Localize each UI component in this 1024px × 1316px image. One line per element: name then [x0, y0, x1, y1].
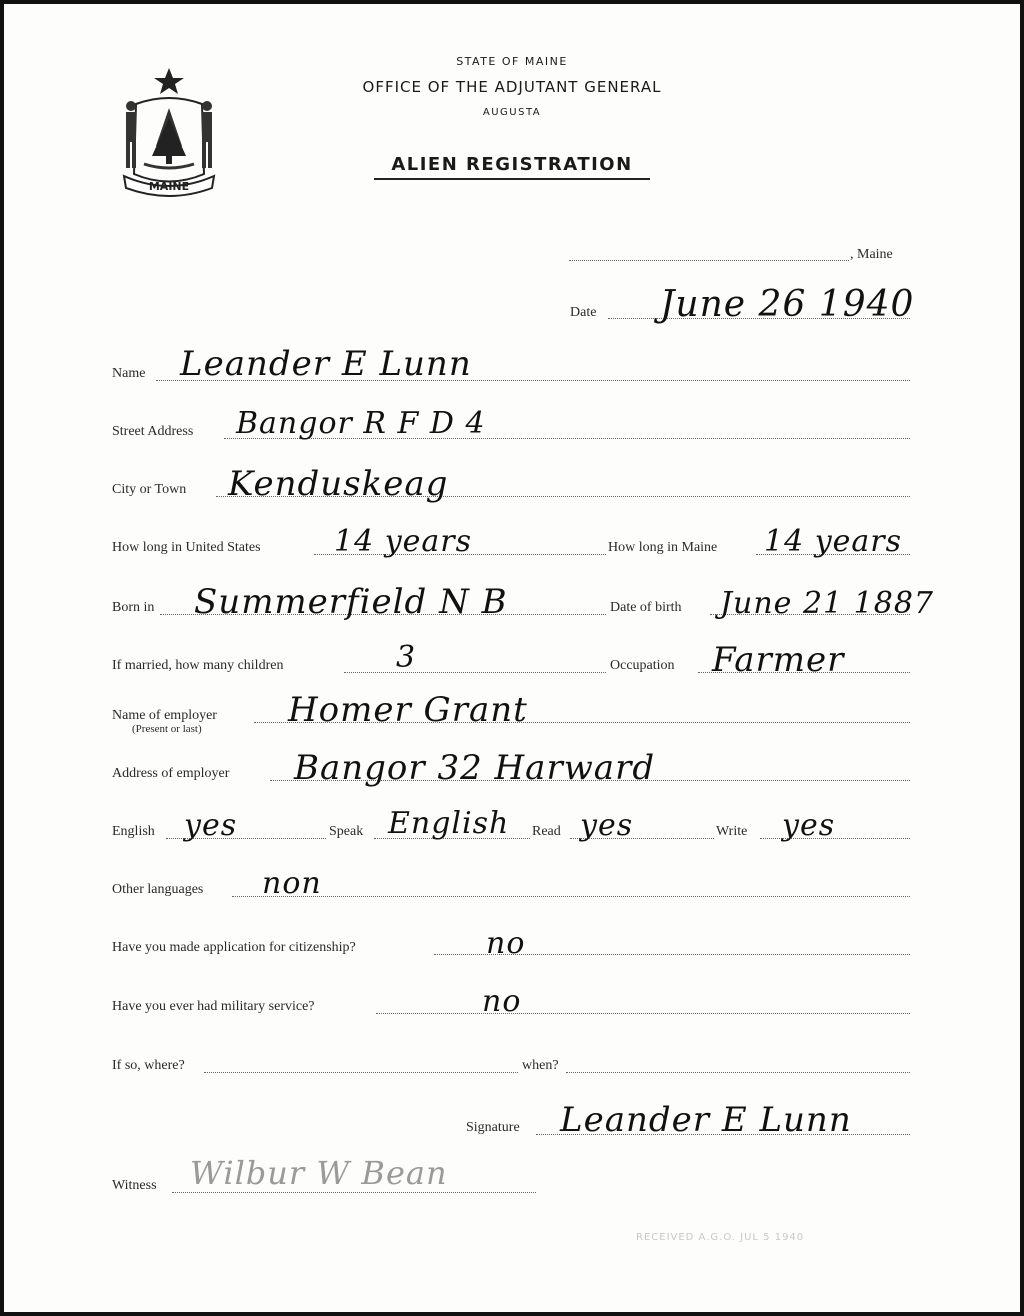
citizenship-label: Have you made application for citizenship?: [112, 940, 356, 955]
us-duration-value: 14 years: [334, 524, 473, 559]
date-label: Date: [570, 305, 597, 320]
employer-address-value: Bangor 32 Harward: [294, 748, 656, 788]
dob-label: Date of birth: [610, 600, 682, 615]
military-field[interactable]: [376, 1013, 910, 1014]
maine-suffix: , Maine: [850, 247, 893, 262]
street-value: Bangor R F D 4: [236, 406, 486, 441]
city-label: City or Town: [112, 482, 187, 497]
speak-label: Speak: [329, 824, 364, 839]
employer-address-label: Address of employer: [112, 766, 230, 781]
occupation-label: Occupation: [610, 658, 675, 673]
received-stamp: RECEIVED A.G.O. JUL 5 1940: [636, 1232, 805, 1243]
military-value: no: [482, 984, 522, 1019]
english-value: yes: [184, 808, 238, 843]
employer-value: Homer Grant: [288, 690, 528, 730]
title-underline: [374, 178, 650, 180]
read-label: Read: [532, 824, 561, 839]
name-value: Leander E Lunn: [180, 344, 472, 384]
employer-label: Name of employer: [112, 708, 217, 723]
witness-field[interactable]: [172, 1192, 536, 1193]
military-label: Have you ever had military service?: [112, 999, 315, 1014]
maine-duration-label: How long in Maine: [608, 540, 718, 555]
svg-text:MAINE: MAINE: [148, 180, 190, 193]
other-languages-label: Other languages: [112, 882, 204, 897]
write-value: yes: [782, 808, 836, 843]
read-value: yes: [580, 808, 634, 843]
dob-value: June 21 1887: [720, 586, 935, 621]
children-value: 3: [396, 640, 417, 675]
where-field[interactable]: [204, 1072, 518, 1073]
english-label: English: [112, 824, 155, 839]
witness-label: Witness: [112, 1178, 157, 1193]
header-city: AUGUSTA: [482, 107, 542, 118]
signature-label: Signature: [466, 1120, 520, 1135]
city-value: Kenduskeag: [228, 464, 449, 504]
signature-value: Leander E Lunn: [560, 1100, 852, 1140]
street-label: Street Address: [112, 424, 194, 439]
when-field[interactable]: [566, 1072, 910, 1073]
form-title: ALIEN REGISTRATION: [391, 154, 633, 175]
where-label: If so, where?: [112, 1058, 185, 1073]
town-field[interactable]: [569, 260, 849, 261]
when-label: when?: [522, 1058, 559, 1073]
born-value: Summerfield N B: [194, 582, 508, 622]
header-state: STATE OF MAINE: [456, 55, 568, 68]
citizenship-value: no: [486, 926, 526, 961]
registration-form: [4, 4, 1020, 1312]
other-languages-value: non: [262, 866, 322, 901]
maine-duration-value: 14 years: [764, 524, 903, 559]
occupation-value: Farmer: [712, 640, 845, 680]
speak-value: English: [388, 806, 510, 841]
name-label: Name: [112, 366, 146, 381]
write-label: Write: [716, 824, 748, 839]
employer-sublabel: (Present or last): [132, 723, 202, 735]
children-field[interactable]: [344, 672, 606, 673]
other-languages-field[interactable]: [232, 896, 910, 897]
date-value: June 26 1940: [660, 284, 915, 325]
witness-value: Wilbur W Bean: [190, 1154, 448, 1192]
header-office: OFFICE OF THE ADJUTANT GENERAL: [362, 78, 662, 96]
born-label: Born in: [112, 600, 155, 615]
us-duration-label: How long in United States: [112, 540, 261, 555]
children-label: If married, how many children: [112, 658, 284, 673]
